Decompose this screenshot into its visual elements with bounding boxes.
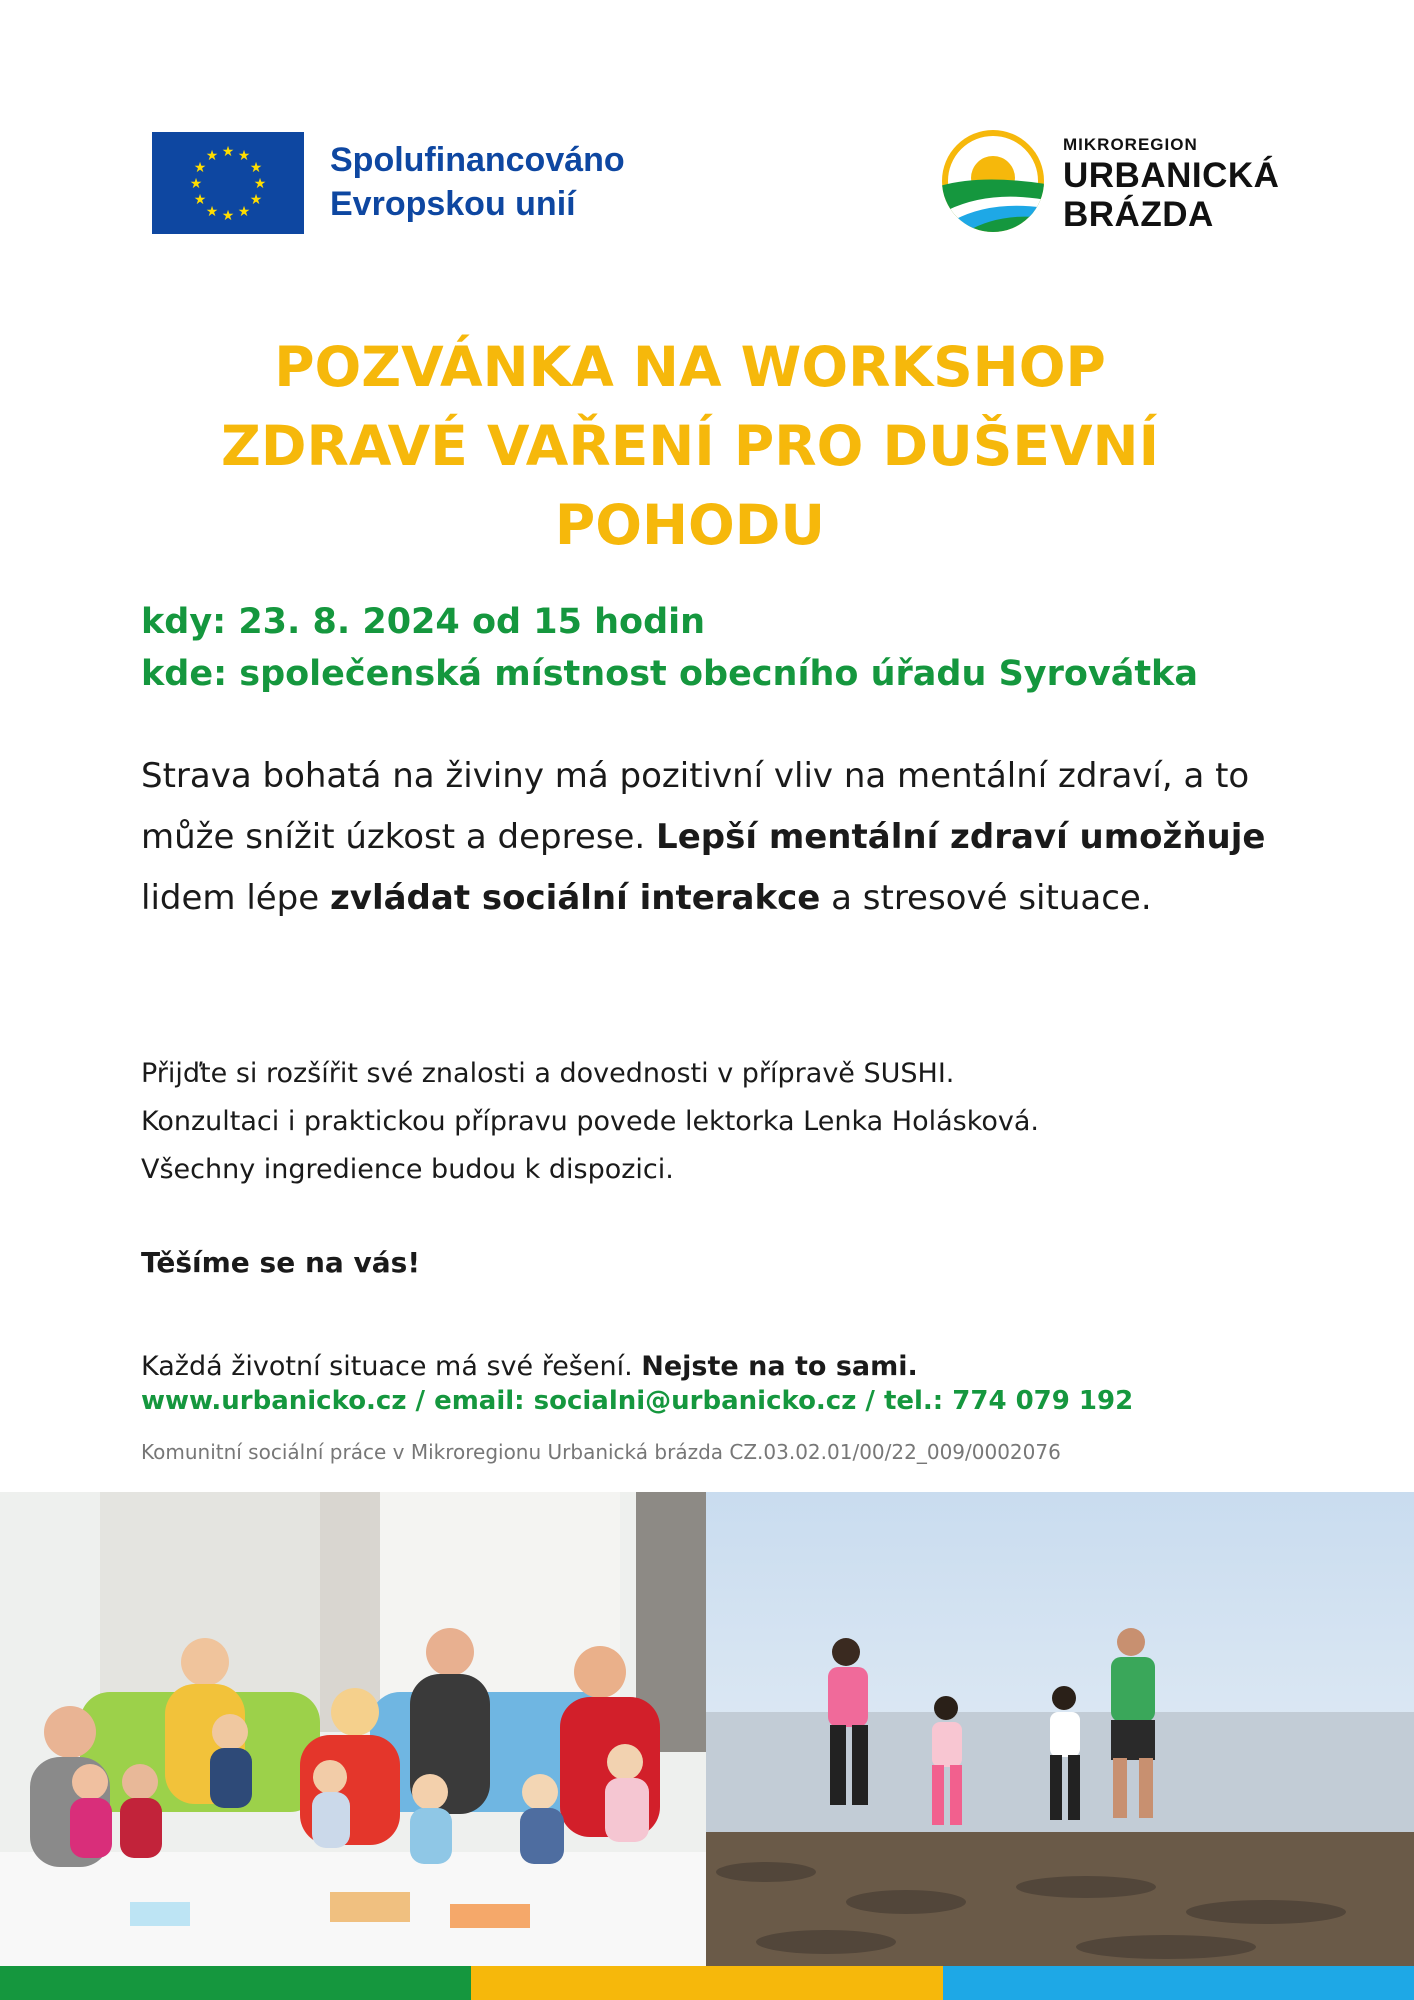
sun-field-icon bbox=[940, 128, 1046, 234]
slogan-text: Každá životní situace má své řešení. bbox=[141, 1351, 642, 1382]
svg-text:★: ★ bbox=[193, 160, 207, 176]
svg-text:★: ★ bbox=[237, 148, 251, 164]
details-line2: Konzultaci i praktickou přípravu povede lektorka Lenka Holásková. bbox=[141, 1106, 1040, 1137]
details-line3: Všechny ingredience budou k dispozici. bbox=[141, 1154, 674, 1185]
project-reference: Komunitní sociální práce v Mikroregionu Urbanická brázda CZ.03.02.01/00/22_009/0002076 bbox=[141, 1440, 1061, 1464]
svg-text:★: ★ bbox=[205, 204, 219, 220]
event-info bbox=[141, 596, 1198, 700]
svg-text:★: ★ bbox=[249, 192, 263, 208]
event-where: kde: společenská místnost obecního úřadu Syrovátka bbox=[141, 654, 1198, 694]
title-line3: POHODU bbox=[554, 493, 826, 557]
eu-cofinancing-label bbox=[330, 138, 625, 226]
greeting: Těšíme se na vás! bbox=[141, 1246, 421, 1279]
svg-text:★: ★ bbox=[221, 144, 235, 160]
bottom-bar-yellow bbox=[471, 1966, 943, 2000]
intro-text-3: a stresové situace. bbox=[820, 878, 1152, 918]
details-paragraph bbox=[141, 1050, 1281, 1194]
eu-flag-icon bbox=[152, 132, 304, 234]
region-logo-line1: URBANICKÁ bbox=[1063, 156, 1280, 195]
details-line1: Přijďte si rozšířit své znalosti a dovednosti v přípravě SUSHI. bbox=[141, 1058, 955, 1089]
intro-text-2: lidem lépe bbox=[141, 878, 330, 918]
slogan bbox=[141, 1349, 918, 1385]
page-title bbox=[140, 328, 1240, 565]
intro-paragraph bbox=[141, 746, 1281, 929]
svg-text:★: ★ bbox=[253, 176, 267, 192]
intro-bold-2: zvládat sociální interakce bbox=[330, 878, 821, 918]
svg-text:★: ★ bbox=[193, 192, 207, 208]
intro-bold-1: Lepší mentální zdraví umožňuje bbox=[656, 817, 1266, 857]
photo-family-exercise bbox=[706, 1492, 1414, 1966]
title-line1: POZVÁNKA NA WORKSHOP bbox=[274, 335, 1106, 399]
svg-text:★: ★ bbox=[221, 208, 235, 224]
contact-line[interactable]: www.urbanicko.cz / email: socialni@urbanicko.cz / tel.: 774 079 192 bbox=[141, 1386, 1134, 1416]
event-when: kdy: 23. 8. 2024 od 15 hodin bbox=[141, 602, 706, 642]
eu-label-line2: Evropskou unií bbox=[330, 185, 576, 223]
photo-mothers-children bbox=[0, 1492, 706, 1966]
region-logo-small: MIKROREGION bbox=[1063, 135, 1198, 154]
region-logo-line2: BRÁZDA bbox=[1063, 195, 1214, 234]
svg-text:★: ★ bbox=[249, 160, 263, 176]
svg-text:★: ★ bbox=[205, 148, 219, 164]
region-logo-text bbox=[1063, 134, 1279, 234]
bottom-bar-green bbox=[0, 1966, 471, 2000]
eu-label-line1: Spolufinancováno bbox=[330, 141, 625, 179]
intro-text-1: Strava bohatá na živiny má pozitivní vliv na mentální zdraví, a to může snížit úzkost a deprese. bbox=[141, 756, 1250, 857]
bottom-bar-blue bbox=[943, 1966, 1414, 2000]
svg-text:★: ★ bbox=[237, 204, 251, 220]
svg-text:★: ★ bbox=[189, 176, 203, 192]
title-line2: ZDRAVÉ VAŘENÍ PRO DUŠEVNÍ bbox=[220, 414, 1160, 478]
slogan-bold: Nejste na to sami. bbox=[641, 1351, 918, 1382]
